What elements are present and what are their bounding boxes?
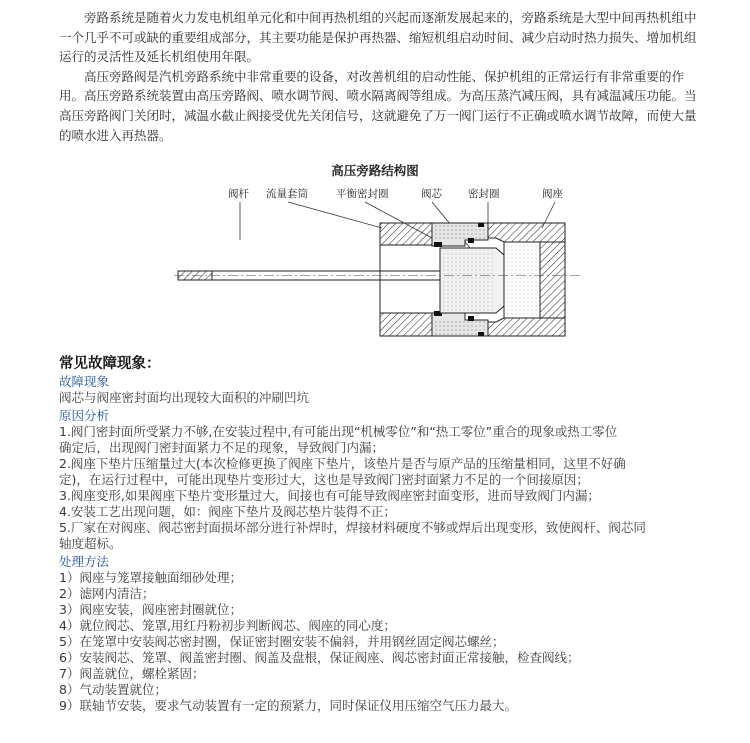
label-plug: 阀芯 bbox=[421, 188, 442, 200]
faults-section bbox=[59, 354, 709, 714]
valve-seat-lower bbox=[488, 318, 565, 336]
cause-line: 定)，在运行过程中，可能出现垫片变形过大，这也是导致阀门密封面紧力不足的一个间接原因； bbox=[59, 472, 589, 487]
method-line: 2）滤网内清洁； bbox=[59, 586, 155, 601]
method-line: 4）就位阀芯、笼罩,用红丹粉初步判断阀芯、阀座的同心度； bbox=[59, 618, 396, 633]
method-line: 9）联轴节安装，要求气动装置有一定的预紧力，同时保证仪用压缩空气压力最大。 bbox=[59, 698, 517, 713]
label-flow-sleeve: 流量套筒 bbox=[266, 188, 308, 200]
right-flange bbox=[540, 242, 565, 318]
label-seal-ring: 密封圈 bbox=[468, 188, 500, 200]
cause-line: 1.阀门密封面所受紧力不够,在安装过程中,有可能出现“机械零位”和“热工零位”重合的现象或热工零位 bbox=[59, 424, 618, 439]
method-line: 8）气动装置就位； bbox=[59, 682, 167, 697]
phenomenon-title: 故障现象 bbox=[59, 374, 110, 389]
valve-structure-diagram bbox=[170, 180, 590, 355]
cause-line: 2.阀座下垫片压缩量过大(本次检修更换了阀座下垫片，该垫片是否与原产品的压缩量相同，这里不好确 bbox=[59, 456, 626, 471]
method-line: 6）安装阀芯、笼罩、阀盖密封圈、阀盖及盘根，保证阀座、阀芯密封面正常接触，检查阀线； bbox=[59, 650, 580, 665]
method-line: 1）阀座与笼罩接触面细砂处理； bbox=[59, 570, 242, 585]
cause-line: 5.厂家在对阀座、阀芯密封面损坏部分进行补焊时，焊接材料硬度不够或焊后出现变形，致使阀杆、阀芯同 bbox=[59, 520, 646, 535]
cause-line: 3.阀座变形,如果阀座下垫片变形量过大，间接也有可能导致阀座密封面变形，进而导致阀门内漏； bbox=[59, 488, 600, 503]
intro-paragraph-2: 高压旁路阀是汽机旁路系统中非常重要的设备，对改善机组的启动性能、保护机组的正常运行有非常重要的作用。高压旁路系统装置由高压旁路阀、喷水调节阀、喷水隔离阀等组成。为高压蒸汽减压阀，具有减温减压功能。当高压旁路阀门关闭时，减温水截止阀接受优先关闭信号，这就避免了万一阀门运行不正确或喷水调节故障，而使大量的喷水进入再热器。 bbox=[59, 68, 697, 143]
figure-title: 高压旁路结构图 bbox=[331, 163, 419, 178]
faults-heading: 常见故障现象： bbox=[59, 356, 161, 372]
method-line: 3）阀座安装，阀座密封圈就位； bbox=[59, 602, 242, 617]
valve-seat-upper bbox=[488, 223, 565, 242]
method-line: 5）在笼罩中安装阀芯密封圈，保证密封圈安装不偏斜，并用钢丝固定阀芯螺丝； bbox=[59, 634, 505, 649]
intro-paragraph-1: 旁路系统是随着火力发电机组单元化和中间再热机组的兴起而逐渐发展起来的，旁路系统是大型中间再热机组中一个几乎不可或缺的重要组成部分，其主要功能是保护再热器、缩短机组启动时间、减少启动时热力损失、增加机组运行的灵活性及延长机组使用年限。 bbox=[59, 10, 697, 65]
cause-title: 原因分析 bbox=[59, 408, 110, 423]
cause-line: 确定后，出现阀门密封面紧力不足的现象，导致阀门内漏； bbox=[59, 440, 385, 455]
label-seat: 阀座 bbox=[542, 188, 563, 200]
upper-body bbox=[380, 223, 432, 245]
phenomenon-text: 阀芯与阀座密封面均出现较大面积的冲刷凹坑 bbox=[59, 390, 310, 405]
label-stem: 阀杆 bbox=[228, 188, 249, 200]
cause-line: 轴度超标。 bbox=[59, 536, 122, 551]
intro-text bbox=[59, 8, 699, 145]
label-balance-seal: 平衡密封圈 bbox=[336, 188, 389, 200]
cause-line: 4.安装工艺出现问题，如：阀座下垫片及阀芯垫片装得不正； bbox=[59, 504, 396, 519]
method-title: 处理方法 bbox=[59, 554, 110, 569]
method-line: 7）阀盖就位，螺栓紧固； bbox=[59, 666, 205, 681]
lower-body bbox=[380, 313, 432, 336]
